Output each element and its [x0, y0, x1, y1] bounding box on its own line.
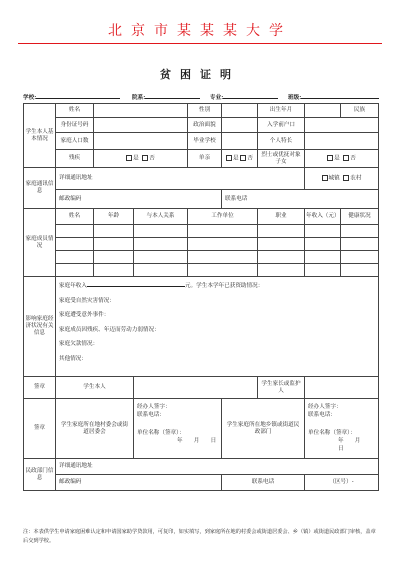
- political-value[interactable]: [222, 118, 258, 133]
- disaster-line: 家庭受自然灾害情况：: [59, 297, 115, 304]
- student-sign-label: 学生本人: [56, 377, 134, 399]
- university-name: 北京市某某某大学: [108, 23, 292, 39]
- header-divider: [18, 43, 382, 44]
- civil-phone-label: 联系电话: [222, 475, 305, 491]
- sign1-label: 签章: [24, 377, 56, 399]
- income-line: 家庭年收入 元。学生本学年已获资助情况：: [59, 279, 377, 294]
- single-parent-label: 单亲: [188, 150, 222, 168]
- member-row: [24, 264, 379, 277]
- contact-address-label: 详细通讯地址: [59, 175, 93, 181]
- illness-line: 家庭成员因残疾、年迈而劳动力弱情况：: [59, 326, 160, 333]
- grad-school-label: 毕业学校: [188, 133, 222, 150]
- civil-postal-label: 邮政编码: [59, 479, 82, 485]
- disabled-no-checkbox[interactable]: [142, 155, 148, 161]
- specialty-label: 个人特长: [258, 133, 305, 150]
- village-agent: 经办人签字：: [137, 404, 171, 410]
- economy-section-label: 影响家庭经济状况有关信息: [24, 277, 56, 377]
- gender-label: 性别: [188, 104, 222, 118]
- grad-school-value[interactable]: [222, 133, 258, 150]
- civil-phone: 联系电话：: [308, 412, 336, 418]
- civil-dept-label: 学生家庭所在地乡镇或街道民政部门: [222, 399, 305, 459]
- ethnic-label: 民族: [341, 104, 379, 118]
- id-label: 身份证号码: [56, 118, 94, 133]
- martyr-yes-checkbox[interactable]: [327, 155, 333, 161]
- birth-value[interactable]: [305, 104, 341, 118]
- birth-label: 出生年月: [258, 104, 305, 118]
- civil-address-row: [56, 459, 379, 475]
- contact-address-row: [56, 168, 305, 190]
- village-committee-label: 学生家庭所在地村委会或街道居委会: [56, 399, 134, 459]
- contact-postal-row: [56, 190, 222, 209]
- members-header-employer: 工作单位: [188, 209, 258, 225]
- members-header-occupation: 职业: [258, 209, 305, 225]
- members-section-label: 家庭成员情况: [24, 209, 56, 277]
- document-title: 贫困证明: [160, 68, 240, 81]
- city-checkbox[interactable]: [322, 175, 328, 181]
- major-field: [210, 92, 278, 101]
- hukou-value[interactable]: [305, 118, 379, 133]
- members-header-age: 年龄: [94, 209, 134, 225]
- civil-unit: 单位名称（签章）：: [308, 430, 356, 436]
- family-count-value[interactable]: [94, 133, 188, 150]
- contact-section-label: 家庭通讯信息: [24, 168, 56, 209]
- contact-postal-label: 邮政编码: [59, 195, 82, 202]
- footnote: 注：本表供学生申请家庭困难认定和申请国家助学贷款用，可复印，如实填写，到家庭所在地的村委会或街道居委会、乡（镇）或街道民政部门审核，盖章后交到学校。: [23, 529, 376, 544]
- martyr-options: 是 否: [305, 150, 379, 168]
- martyr-no-checkbox[interactable]: [343, 155, 349, 161]
- civil-postal-row: [56, 475, 222, 491]
- single-parent-yes-checkbox[interactable]: [226, 155, 232, 161]
- name-label: 姓名: [56, 104, 94, 118]
- hukou-label: 入学前户口: [258, 118, 305, 133]
- village-unit: 单位名称（签章）：: [137, 430, 185, 436]
- school-label: 学校:: [23, 95, 37, 101]
- civil-area-code[interactable]: （区号）-: [305, 475, 379, 491]
- other-line: 其他情况：: [59, 355, 87, 362]
- poverty-form-table: [23, 103, 379, 491]
- rural-checkbox[interactable]: [343, 175, 349, 181]
- id-value[interactable]: [94, 118, 188, 133]
- civil-agent: 经办人签字：: [308, 404, 342, 410]
- member-row: [24, 238, 379, 251]
- economy-details[interactable]: [56, 277, 379, 377]
- civil-sign-area[interactable]: [305, 399, 379, 459]
- school-field: [23, 92, 120, 101]
- member-row: [24, 251, 379, 264]
- disabled-options: 是 否: [94, 150, 188, 168]
- area-type-options: 城镇 农村: [305, 168, 379, 190]
- single-parent-options: 是 否: [222, 150, 258, 168]
- accident-line: 家庭遭受意外事件：: [59, 312, 110, 318]
- civil-date: 年 月 日: [338, 438, 372, 452]
- single-parent-no-checkbox[interactable]: [240, 155, 246, 161]
- class-label: 班级:: [288, 95, 302, 101]
- name-value[interactable]: [94, 104, 188, 118]
- guardian-sign-area[interactable]: [305, 377, 379, 399]
- class-field: [288, 92, 379, 101]
- disabled-yes-checkbox[interactable]: [126, 155, 132, 161]
- sign2-label: 签章: [24, 399, 56, 459]
- village-sign-area[interactable]: [134, 399, 222, 459]
- contact-phone-row: [222, 190, 379, 209]
- debt-line: 家庭欠款情况：: [59, 341, 99, 347]
- student-section-label: 学生本人基本情况: [24, 104, 56, 168]
- members-header-name: 姓名: [56, 209, 94, 225]
- disabled-label: 残疾: [56, 150, 94, 168]
- village-date: 年 月 日: [177, 438, 217, 444]
- member-row: [24, 225, 379, 238]
- members-header-income: 年收入（元）: [305, 209, 341, 225]
- dept-field: [132, 92, 200, 101]
- members-header-relation: 与本人关系: [134, 209, 188, 225]
- specialty-value[interactable]: [305, 133, 379, 150]
- family-count-label: 家庭人口数: [56, 133, 94, 150]
- martyr-label: 烈士或优抚对象子女: [258, 150, 305, 168]
- civil-address-label: 详细通讯地址: [59, 463, 93, 469]
- contact-phone-label: 联系电话: [225, 195, 248, 202]
- gender-value[interactable]: [222, 104, 258, 118]
- political-label: 政治面貌: [188, 118, 222, 133]
- members-header-health: 健康状况: [341, 209, 379, 225]
- guardian-sign-label: 学生家长或监护人: [258, 377, 305, 399]
- dept-label: 院系:: [132, 95, 146, 101]
- village-phone: 联系电话：: [137, 412, 165, 418]
- major-label: 专业:: [210, 95, 224, 101]
- civil-section-label: 民政部门信息: [24, 459, 56, 491]
- student-sign-area[interactable]: [134, 377, 258, 399]
